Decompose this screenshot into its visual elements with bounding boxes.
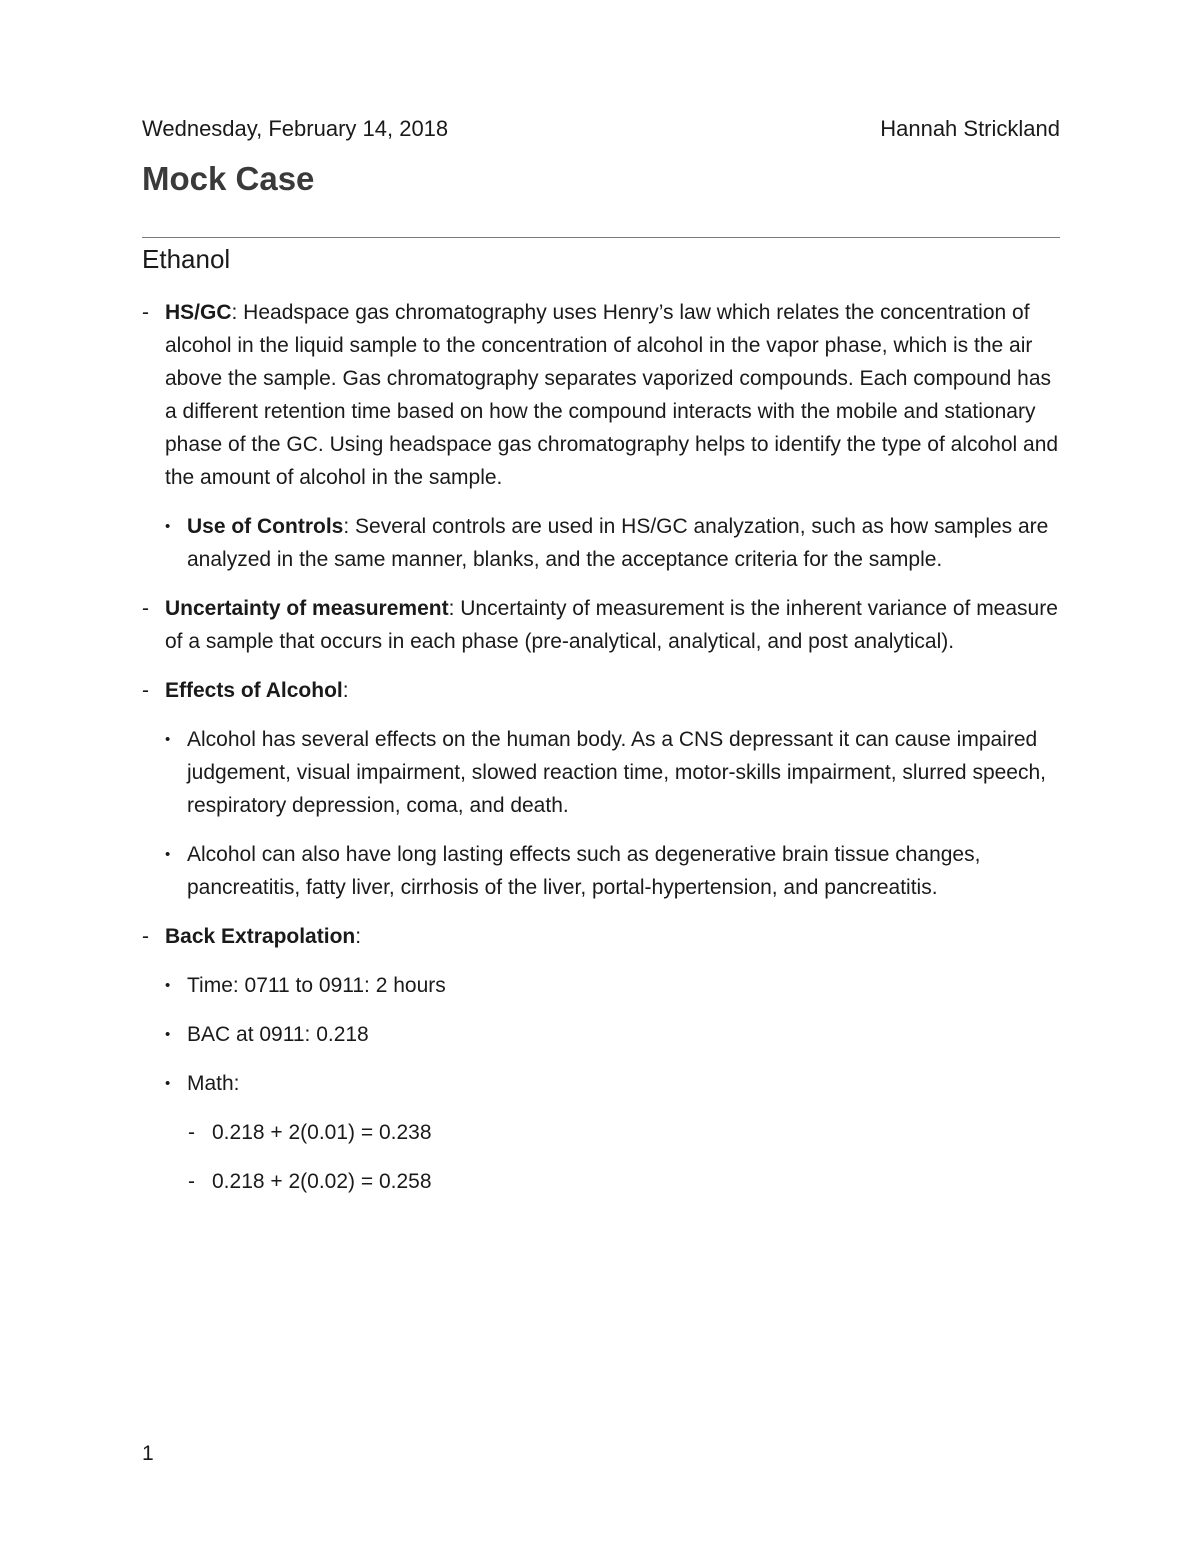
bullet-marker: • [165, 1075, 171, 1092]
bullet-marker: • [165, 1026, 171, 1043]
bullet-marker: • [165, 846, 171, 863]
bullet-marker: • [165, 731, 171, 748]
effects-text: : [342, 679, 349, 702]
list-item-effects [142, 674, 1060, 707]
dash-marker: - [142, 679, 149, 702]
dash-marker: - [142, 597, 149, 620]
list-item-uncertainty [142, 592, 1060, 658]
list-item-math-1 [142, 1116, 1060, 1149]
list-item-back-extrapolation [142, 920, 1060, 953]
page-number: 1 [142, 1442, 154, 1465]
list-item-hsgc [142, 296, 1060, 494]
effects-bullet-text: Alcohol can also have long lasting effects such as degenerative brain tissue changes, pancreatitis, fatty liver, cirrhosis of the liver, portal-hypertension, and pancreatitis. [187, 843, 981, 899]
dash-marker: - [142, 301, 149, 324]
back-extrapolation-text: : [355, 925, 362, 948]
controls-text: : Several controls are used in HS/GC analyzation, such as how samples are analyzed in the same manner, blanks, and the acceptance criteria for the sample. [187, 515, 1049, 571]
back-extrapolation-label: Back Extrapolation [165, 925, 356, 948]
document-body [142, 296, 1060, 1214]
bullet-marker: • [165, 977, 171, 994]
title-divider [142, 237, 1060, 238]
hsgc-text: : Headspace gas chromatography uses Henry’s law which relates the concentration of alcohol in the liquid sample to the concentration of alcohol in the vapor phase, which is the air above the sample. Gas chromatography separates vaporized compounds. Each compound has a different retention time based on how the compound interacts with the mobile and stationary phase of the GC. Using headspace gas chromatography helps to identify the type of alcohol and the amount of alcohol in the sample. [165, 301, 1059, 489]
bullet-marker: • [165, 518, 171, 535]
dash-marker: - [142, 925, 149, 948]
list-item-bac [142, 1018, 1060, 1051]
list-item-math [142, 1067, 1060, 1100]
uncertainty-label: Uncertainty of measurement [165, 597, 449, 620]
list-item-math-2 [142, 1165, 1060, 1198]
time-text: Time: 0711 to 0911: 2 hours [187, 974, 446, 997]
document-title: Mock Case [142, 160, 315, 197]
dash-marker: - [188, 1121, 195, 1144]
math-equation: 0.218 + 2(0.01) = 0.238 [212, 1121, 432, 1144]
dash-marker: - [188, 1170, 195, 1193]
header-author: Hannah Strickland [880, 116, 1060, 141]
section-heading: Ethanol [142, 244, 231, 274]
effects-label: Effects of Alcohol [165, 679, 343, 702]
bac-text: BAC at 0911: 0.218 [187, 1023, 369, 1046]
list-item-effects-bullet-1 [142, 723, 1060, 822]
uncertainty-text: : Uncertainty of measurement is the inherent variance of measure of a sample that occurs in each phase (pre-analytical, analytical, and post analytical). [165, 597, 1058, 653]
list-item-effects-bullet-2 [142, 838, 1060, 904]
effects-bullet-text: Alcohol has several effects on the human body. As a CNS depressant it can cause impaired judgement, visual impairment, slowed reaction time, motor-skills impairment, slurred speech, respiratory depression, coma, and death. [187, 728, 1046, 817]
math-text: Math: [187, 1072, 240, 1095]
header-date: Wednesday, February 14, 2018 [142, 116, 449, 141]
controls-label: Use of Controls [187, 515, 344, 538]
list-item-controls [142, 510, 1060, 576]
hsgc-label: HS/GC [165, 301, 232, 324]
list-item-time [142, 969, 1060, 1002]
math-equation: 0.218 + 2(0.02) = 0.258 [212, 1170, 432, 1193]
